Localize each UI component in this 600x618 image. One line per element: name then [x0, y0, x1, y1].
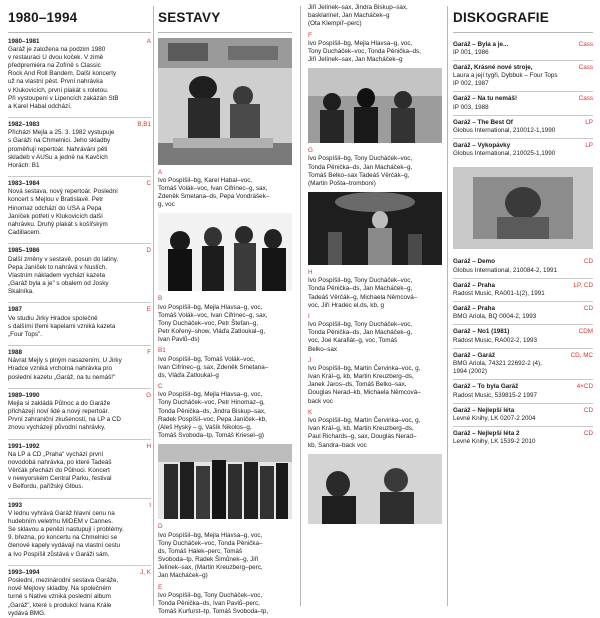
lineup-a [158, 169, 292, 210]
lineup-lines [308, 155, 442, 188]
discography-entry [453, 115, 593, 138]
album-format: CD, MC [570, 351, 593, 359]
history-text-line: v Klukovicích, první plakát s roletou. [8, 86, 109, 94]
lineup-member-line: ds, Vláďa Zatloukal–g [158, 371, 219, 379]
history-entry-header [8, 388, 151, 400]
history-year: 1980–1981 [8, 37, 40, 45]
lineup-letter: D [158, 523, 163, 531]
discography-entry-main [453, 407, 581, 423]
history-text-line: skladeb v AUSu a jedné na Kavčích [8, 153, 108, 161]
lineup-member-line: Tomáš Belko–sax Tadeáš Věrčák–g, [308, 171, 410, 179]
album-cover-photo-image [453, 167, 593, 249]
discography-entry [453, 426, 593, 449]
album-details: IP 002, 1987 [453, 80, 489, 88]
column-divider-3 [447, 6, 448, 606]
lineup-lines [308, 321, 442, 354]
history-text-line: koncert s Mejlou v Bratislavě. Petr [8, 196, 104, 204]
history-entry [8, 38, 151, 112]
lineup-member-line: Ivo Pospíšil–bg, Martin Červinka–voc, g, [308, 364, 421, 372]
history-entry [8, 388, 151, 433]
history-lineup-tag: G [146, 391, 151, 399]
history-text-line: „Garáž", které s produkcí Ivana Krále [8, 601, 112, 609]
lineup-member-line: voc, Jiří Hradec el.ds, kb, g [308, 301, 384, 309]
lineup-member-line: Ivo Pospíšil–bg, Mejla Hlavsa–g, voc, [308, 39, 413, 47]
history-text-line: Přichází Mejla a 25. 3. 1982 vystupuje [8, 129, 115, 137]
history-text [8, 357, 151, 382]
discography-entry-main [453, 328, 576, 344]
album-format: CD [583, 430, 593, 438]
lineup-lines [308, 277, 442, 310]
history-year: 1982–1983 [8, 121, 40, 129]
history-text-line: Mejla si zakládá Půlnoc a do Garáže [8, 399, 111, 407]
lineup-b1 [158, 347, 292, 380]
history-year: 1989–1990 [8, 391, 40, 399]
album-format: Cass [578, 63, 593, 71]
history-text [8, 577, 151, 618]
discography-entry [453, 301, 593, 324]
lineup-i [308, 313, 442, 354]
lineup-member-line: Belko–sax [308, 345, 338, 353]
album-details: BMG Ariola, 74321 22692-2 (4), [453, 359, 542, 367]
discography-entry-main [453, 41, 576, 57]
lineup-member-line: Douglas Nerad–kb, Michaela Němcová– [308, 389, 421, 397]
band-photo-3-image [158, 444, 292, 519]
discography-entry-main [453, 119, 582, 135]
album-format: CD [583, 258, 593, 266]
history-text [8, 315, 151, 340]
lineup-member-line: Petr Kořený–show, Vláďa Zatloukal–g, [158, 328, 266, 336]
history-year: 1987 [8, 306, 23, 314]
lineup-member-line: Tony Ducháček–voc, Tonda Pěnička–ds, [308, 47, 421, 55]
history-lineup-tag: B,B1 [137, 121, 151, 129]
album-details: Radost Music, 539815-2 1997 [453, 391, 538, 399]
lineup-letter: G [308, 147, 313, 155]
lineup-member-line: Ivan Král–g, kb, Martin Kreuzberg–ds, [308, 425, 414, 433]
history-lineup-tag: C [146, 180, 151, 188]
lineup-member-line: Zdeněk Smetana–ds, Pepa Vondrášek– [158, 193, 270, 201]
lineup-member-line: Ivo Pospíšil–bg, Martin Červinka–voc, g, [308, 416, 421, 424]
lineup-e-continued [308, 4, 442, 29]
history-text-line: turné s Native vzniká poslední album [8, 593, 111, 601]
album-format: CD [583, 305, 593, 313]
history-text [8, 451, 151, 492]
history-entry-header [8, 243, 151, 255]
band-photo-6 [308, 454, 442, 524]
history-year: 1991–1992 [8, 442, 40, 450]
album-format: Cass [578, 40, 593, 48]
album-format: LP [585, 118, 593, 126]
history-lineup-tag: F [147, 349, 151, 357]
history-lineup-tag: E [146, 306, 151, 314]
lineup-letter: J [308, 356, 312, 364]
lineup-member-line: Tonda Pěnička–ds, Jindra Biskup–sax, [158, 407, 266, 415]
discography-entry-main [453, 95, 576, 111]
album-details: IP 003, 1988 [453, 103, 489, 111]
lineup-member-line: Ivan Pavlů–ds) [158, 336, 200, 344]
album-title: Garáž, Krásné nové stroje, [453, 63, 533, 71]
history-year: 1993 [8, 501, 23, 509]
lineup-lines [308, 417, 442, 450]
history-lineup-tag: I [149, 501, 151, 509]
discography-entry-main [453, 352, 568, 377]
discography-list-2 [453, 255, 593, 449]
history-text-line: proměňují repertoár. Nahrávání pěti [8, 145, 108, 153]
history-text-line: Další změny v sestavě, posun do latiny. [8, 255, 119, 263]
lineup-member-line: g, voc [158, 201, 175, 209]
discography-entry [453, 255, 593, 277]
album-details: 1994 (2002) [453, 368, 487, 376]
discography-entry-main [453, 64, 576, 89]
album-details: Radost Music, RA002-2, 1993 [453, 336, 538, 344]
history-lineup-tag: D [146, 247, 151, 255]
lineup-member-line: Tonda Pěnička–ds, Jan Macháček–g, [308, 329, 413, 337]
album-format: 4×CD [576, 383, 593, 391]
lineup-member-line: voc, Joe Karafiát–g, voc, Tomáš [308, 337, 398, 345]
lineup-member-line: Ivo Pospíšil–bg, Tony Ducháček–voc, [308, 277, 413, 285]
lineup-member-line: Tadeáš Věrčák–g, Michaela Němcová– [308, 293, 418, 301]
discography-list-1 [453, 38, 593, 162]
album-cover-photo [453, 167, 593, 249]
album-title: Garáž – No1 (1981) [453, 328, 510, 336]
history-text-line: „Garáž byla a je" s obalem od Josky [8, 280, 109, 288]
lineup-lines [158, 592, 292, 617]
discography-entry-main [453, 142, 582, 158]
column-divider-1 [153, 6, 154, 606]
history-text-line: přicházejí noví lidé a nový repertoár. [8, 408, 110, 416]
lineup-member-line: Jelínek–sax, (Martin Kreuzberg–perc, [158, 564, 263, 572]
lineup-letter: E [158, 583, 163, 591]
album-format: CDM [578, 328, 593, 336]
history-text-line: V lednu vyhrává Garáž hlavní cenu na [8, 509, 115, 517]
history-text-line: novodobá nahrávka, po které Tadeáš [8, 458, 112, 466]
discography-column [453, 0, 593, 610]
band-photo-2-image [158, 213, 292, 291]
lineup-letter: B1 [158, 347, 166, 355]
history-text-line: poslední kazetu „Garáž, na tu nemáš!" [8, 373, 116, 381]
history-text-line: v restauraci U dvou koček. V zimě [8, 53, 104, 61]
history-text-line: Rock And Roll Bandem. Další koncerty [8, 70, 117, 78]
discography-entry-main [453, 430, 581, 446]
lineup-member-line: Tonda Pěnička–ds, Jan Macháček–g, [308, 285, 413, 293]
history-text [8, 400, 151, 433]
history-entry [8, 498, 151, 559]
lineup-member-line: Tomáš Volák–voc, Ivan Cifrinec–g, sax, [158, 184, 268, 192]
history-year: 1983–1984 [8, 180, 40, 188]
album-title: Garáž – The Best Of [453, 118, 513, 126]
band-photo-1 [158, 38, 292, 165]
history-text-line: v Belfordu, pařížský Glbus. [8, 483, 84, 491]
lineup-j [308, 357, 442, 406]
album-title: Garáž – Praha [453, 281, 496, 289]
lineup-member-line: Jiří Jelínek–sax, Jindra Biskup–sax, [308, 4, 408, 11]
history-text-line: Cadillacem. [8, 229, 41, 237]
discography-entry-main [453, 282, 571, 298]
history-text-line: předpremiéra na Zofíně s Classic [8, 62, 101, 70]
lineup-member-line: Tony Ducháček–voc, Petr Hinomaz–g, [158, 399, 265, 407]
lineup-member-line: Jan Macháček–g) [158, 572, 208, 580]
history-entry [8, 117, 151, 170]
history-text-line: Při vystoupení v Lipencích zakázán StB [8, 94, 119, 102]
history-year: 1993–1994 [8, 568, 40, 576]
band-photo-1-image [158, 38, 292, 165]
album-format: Cass [578, 95, 593, 103]
lineup-member-line: Ivo Pospíšil–bg, Tony Ducháček–voc, [308, 155, 413, 163]
lineup-lines [308, 365, 442, 406]
album-title: Garáž – Garáž [453, 351, 496, 359]
history-entry [8, 302, 151, 339]
album-details: Globus International, 210025-1,1990 [453, 150, 556, 158]
album-format: LP [585, 142, 593, 150]
lineup-member-line: Ivan Cifrinec–g, sax, Zdeněk Smetana– [158, 363, 269, 371]
album-title: Garáž – Demo [453, 258, 495, 266]
lineup-k [308, 409, 442, 450]
discography-entry-main [453, 305, 581, 321]
history-text-line: Vlastním nákladem vychází kazeta [8, 271, 105, 279]
discography-entry [453, 403, 593, 426]
history-year: 1985–1986 [8, 247, 40, 255]
lineup-member-line: Paul Richards–g, sax, Douglas Nerad– [308, 433, 417, 441]
history-entry-header [8, 302, 151, 314]
lineup-lines [158, 356, 292, 381]
discography-entry-main [453, 258, 581, 274]
history-text-line: První zahraniční zkušenosti, na LP a CD [8, 416, 121, 424]
history-entry-header [8, 565, 151, 577]
lineup-member-line: Tonda Pěnička–ds, Jan Macháček–g, [308, 163, 413, 171]
history-text [8, 46, 151, 111]
history-text-line: Pepa Janíček to nahrává v Nuslích. [8, 263, 108, 271]
album-details: BMG Ariola, BQ 0004-2, 1993 [453, 313, 537, 321]
lineup-member-line: (Aleš Hyský – g, Vašík Nikolos–g, [158, 423, 252, 431]
history-text [8, 188, 151, 237]
discography-entry [453, 324, 593, 347]
history-lineup-tag: H [146, 442, 151, 450]
lineup-member-line: Ivo Pospíšil–bg, Mejla Hlavsa–g, voc, [158, 391, 263, 399]
lineup-member-line: Ivo Pospíšil–bg, Tony Ducháček–voc, [308, 321, 413, 329]
history-year: 1988 [8, 349, 23, 357]
lineup-member-line: Radek Pospíšil–voc, Pepa Janíček–kb, [158, 415, 267, 423]
lineup-g [308, 147, 442, 188]
history-lineup-tag: J, K [140, 568, 151, 576]
discography-entry [453, 60, 593, 92]
history-list [8, 38, 151, 618]
discography-entry [453, 278, 593, 301]
lineup-member-line: Tomáš Kurfurst–tp, Tomáš Svoboda–tp, [158, 608, 269, 616]
lineup-member-line: (Ota Klempíř–perc) [308, 20, 362, 28]
album-details: Levné Knihy, LK 1539-2 2010 [453, 438, 536, 446]
lineups-column [158, 0, 292, 616]
history-entry-header [8, 498, 151, 510]
history-text-line: už na vlastní pěst. První nahrávka [8, 78, 103, 86]
lineup-d [158, 523, 292, 580]
discography-entry [453, 91, 593, 114]
band-photo-4 [308, 68, 442, 143]
history-text-line: v newyorském Central Parku, festival [8, 475, 112, 483]
album-format: LP, CD [573, 281, 593, 289]
lineup-lines [158, 391, 292, 440]
discography-entry [453, 38, 593, 60]
lineup-h [308, 269, 442, 310]
history-text-line: s dalšími třemi kapelami vzniká kazeta [8, 322, 116, 330]
lineup-member-line: ds, Tomáš Hálek–perc, Tomáš [158, 547, 243, 555]
history-text [8, 256, 151, 297]
history-text-line: Hradce vzniká vrcholná nahrávka pro [8, 365, 112, 373]
lineup-member-line: kb, Sandra–back voc [308, 441, 367, 449]
history-text-line: Se sklavou a penězi nastupují i problémy. [8, 526, 124, 534]
history-text-line: nahrávku. Druhý plakát s košířským [8, 220, 108, 228]
history-text-line: a Ivo Pospíšil zůstává v Garáži sám. [8, 550, 110, 558]
lineup-member-line: (Martin Pošta–tromboní) [308, 179, 376, 187]
lineup-member-line: Ivo Pospíšil–bg, Mejla Hlavsa–g, voc, [158, 531, 263, 539]
history-text-line: s Garáží na Chmelnici. Jeho skladby [8, 137, 111, 145]
history-text-line: znovu vycházejí původní nahrávky. [8, 424, 106, 432]
history-text [8, 129, 151, 170]
album-details: Globus International, 210012-1,1990 [453, 126, 556, 134]
history-text-line: Janíček potřetí v Klukovicích další [8, 212, 103, 220]
history-entry [8, 243, 151, 296]
lineup-lines [158, 304, 292, 345]
lineup-member-line: Ivan Král–g, kb, Martin Kreuzberg–ds, [308, 373, 414, 381]
discography-entry [453, 138, 593, 161]
lineup-member-line: Ivo Pospíšil–bg, Tony Ducháček–voc, [158, 591, 263, 599]
album-details: Radost Music, RA001-1(2), 1991 [453, 289, 545, 297]
album-details: IP 001, 1986 [453, 48, 489, 56]
album-format: CD [583, 406, 593, 414]
history-lineup-tag: A [146, 37, 151, 45]
lineup-member-line: Janek Jaros–ds, Tomáš Belko–sax, [308, 381, 407, 389]
history-text-line: členové kapely vydávají na vlastní cestu [8, 542, 121, 550]
history-text-line: nové Mejlovy skladby. Na společném [8, 585, 112, 593]
lineup-member-line: Ivo Pospíšil–bg, Mejla Hlavsa–g, voc, [158, 303, 263, 311]
lineup-lines [158, 532, 292, 581]
history-text-line: „Four Tops". [8, 330, 42, 338]
lineup-member-line: basklarinet, Jan Macháček–g [308, 12, 390, 20]
history-entry-header [8, 439, 151, 451]
history-column [8, 0, 151, 617]
history-text-line: vydává BMG. [8, 609, 46, 617]
lineup-c [158, 383, 292, 440]
band-photo-3 [158, 444, 292, 519]
discography-heading: DISKOGRAFIE [453, 9, 593, 33]
history-entry-header [8, 345, 151, 357]
history-entry-header [8, 176, 151, 188]
lineup-letter: I [308, 312, 310, 320]
lineup-member-line: Ivo Pospíšil–bg, Tomáš Volák–voc, [158, 355, 255, 363]
lineup-letter: B [158, 295, 163, 303]
band-photo-5 [308, 192, 442, 265]
history-text-line: hudebním veletrhu MIDEM v Cannes. [8, 517, 113, 525]
lineup-member-line: Ivo Pospíšil–bg, Karel Habal–voc, [158, 176, 253, 184]
history-text-line: 9. března, po koncertu na Chmelnici se [8, 534, 118, 542]
album-title: Garáž – Nejlepší léta [453, 406, 515, 414]
discography-entry [453, 379, 593, 402]
album-details: Globus International, 210084-2, 1991 [453, 266, 557, 274]
lineup-letter: F [308, 31, 312, 39]
history-text-line: Návrat Mejly s plným nasazením. U Jirky [8, 357, 122, 365]
lineup-member-line: Tomáš Volák–voc, Ivan Cifrinec–g, sax, [158, 311, 268, 319]
history-heading: 1980–1994 [8, 9, 151, 33]
album-title: Garáž – To byla Garáž [453, 383, 519, 391]
album-title: Garáž – Byla a je... [453, 40, 509, 48]
band-photo-2 [158, 213, 292, 291]
lineup-member-line: Tonda Pěnička–ds, Ivan Pavlů–perc, [158, 599, 260, 607]
history-text-line: Ve studiu Jirky Hradce společně [8, 314, 98, 322]
lineup-letter: K [308, 408, 313, 416]
history-entry-header [8, 38, 151, 46]
album-title: Garáž – Vykopávky [453, 142, 511, 150]
lineups-heading: SESTAVY [158, 9, 292, 33]
lineup-lines [308, 40, 442, 65]
discography-entry-main [453, 383, 574, 399]
history-text-line: Hinomaz odchází do USA a Pepa [8, 204, 102, 212]
history-text [8, 510, 151, 559]
band-photo-4-image [308, 68, 442, 143]
lineup-b [158, 295, 292, 344]
lineup-member-line: Tomáš Svoboda–tp, Tomáš Kriesel–g) [158, 432, 264, 440]
history-text-line: Na LP a CD „Praha" vychází první [8, 450, 104, 458]
album-details: Levné Knihy, LK 0207-2 2004 [453, 414, 536, 422]
lineup-member-line: Tony Ducháček–voc, Petr Štefan–g, [158, 319, 259, 327]
column-divider-2 [300, 6, 301, 606]
history-text-line: a Karel Habal odchází. [8, 102, 72, 110]
history-text-line: Nová sestava, nový repertoár. Poslední [8, 188, 118, 196]
band-photo-5-image [308, 192, 442, 265]
lineup-member-line: back voc [308, 397, 333, 405]
lineup-letter: A [158, 168, 163, 176]
history-text-line: Věrčák přechází do Půlnoci. Koncert [8, 467, 110, 475]
history-text-line: Skalníka. [8, 288, 34, 296]
history-entry [8, 176, 151, 237]
history-entry-header [8, 117, 151, 129]
album-title: Garáž – Nejlepší léta 2 [453, 430, 520, 438]
album-title: Garáž – Na tu nemáš! [453, 95, 518, 103]
history-entry [8, 565, 151, 618]
lineups-continued-column [308, 0, 442, 610]
history-entry [8, 439, 151, 492]
lineup-letter: C [158, 383, 163, 391]
lineup-letter: H [308, 269, 313, 277]
discography-entry [453, 348, 593, 380]
history-entry [8, 345, 151, 382]
lineup-lines [158, 177, 292, 210]
album-title: Garáž – Praha [453, 305, 496, 313]
lineup-e [158, 584, 292, 617]
lineup-member-line: Jiří Jelínek–sax, Jan Macháček–g [308, 56, 403, 64]
album-details: Laura a její tygři, Dybbuk – Four Tops [453, 72, 558, 80]
lineup-f [308, 32, 442, 65]
history-text-line: Garáž je založena na podzim 1980 [8, 45, 106, 53]
history-text-line: Poslední, mezinárodní sestava Garáže, [8, 577, 119, 584]
lineup-member-line: Tony Ducháček–voc, Tonda Pěnička– [158, 539, 263, 547]
history-text-line: Horách: B1 [8, 161, 40, 169]
lineup-member-line: Svoboda–tp, Radek Šimůnek–g, Jiří [158, 556, 259, 564]
band-photo-6-image [308, 454, 442, 524]
